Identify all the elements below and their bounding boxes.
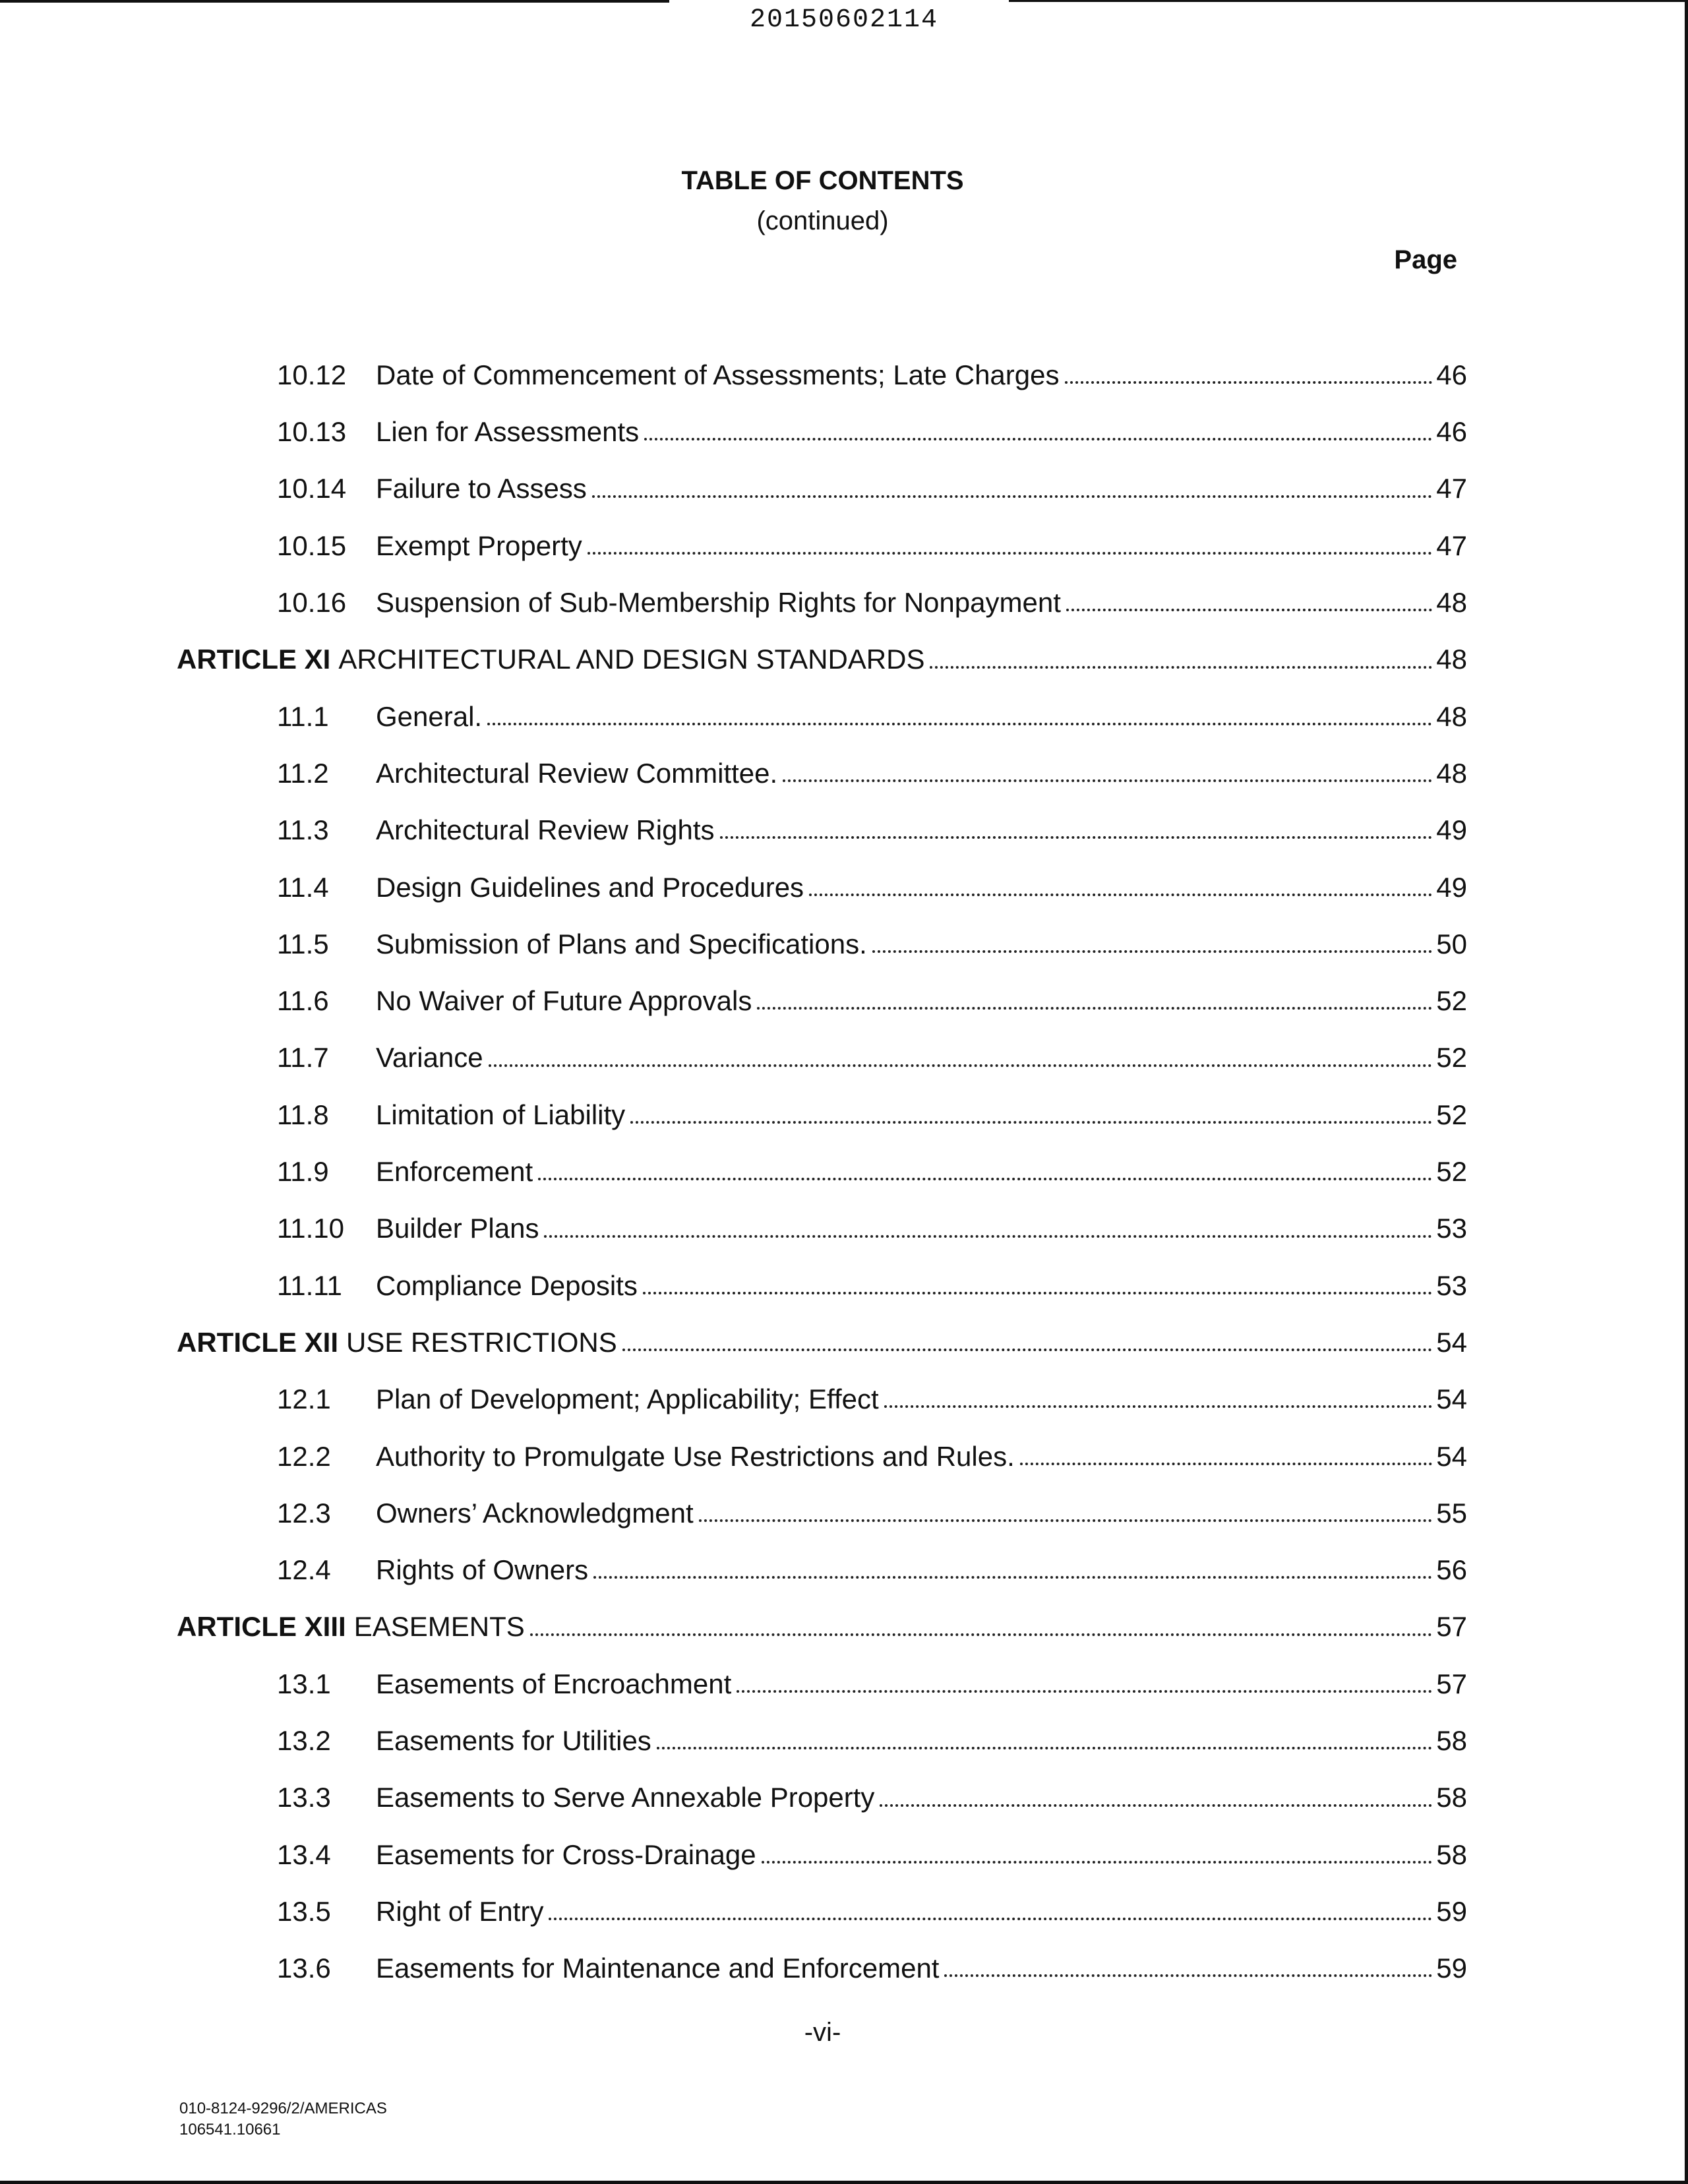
toc-article-entry	[177, 636, 1467, 675]
toc-page-number: 46	[1436, 416, 1467, 448]
toc-section-entry	[277, 522, 1467, 561]
dot-leader	[757, 1007, 1432, 1010]
toc-section-number: 11.2	[277, 757, 329, 789]
toc-section-entry	[277, 1489, 1467, 1529]
dot-leader	[762, 1861, 1433, 1864]
toc-subtitle: (continued)	[756, 206, 889, 235]
toc-entry-title: ARCHITECTURAL AND DESIGN STANDARDS	[338, 644, 925, 675]
toc-entry-title: Architectural Review Rights	[376, 814, 715, 846]
toc-page-number: 48	[1436, 757, 1467, 789]
toc-entry-title: Easements for Maintenance and Enforcement	[376, 1953, 940, 1984]
footer-page-number: -vi-	[804, 2018, 841, 2047]
toc-section-number: 13.5	[277, 1895, 331, 1927]
toc-page-number: 58	[1436, 1782, 1467, 1813]
toc-section-number: 11.9	[277, 1156, 329, 1187]
toc-page-number: 56	[1436, 1554, 1467, 1586]
toc-section-number: 11.11	[277, 1269, 342, 1301]
toc-page-number: 53	[1436, 1269, 1467, 1301]
toc-page-number: 52	[1436, 1099, 1467, 1130]
toc-section-entry	[277, 1774, 1467, 1813]
toc-section-number: 11.4	[277, 871, 329, 903]
toc-section-number: 10.13	[277, 416, 347, 448]
dot-leader	[1065, 381, 1433, 384]
toc-section-entry	[277, 1205, 1467, 1244]
toc-section-entry	[277, 1147, 1467, 1187]
toc-section-entry	[277, 1091, 1467, 1130]
toc-section-number: 12.2	[277, 1440, 331, 1472]
toc-article-entry	[177, 1603, 1467, 1643]
dot-leader	[1020, 1463, 1433, 1465]
toc-section-number: 13.4	[277, 1838, 331, 1870]
toc-page-number: 48	[1436, 700, 1467, 732]
dot-leader	[630, 1121, 1432, 1124]
toc-section-entry	[277, 465, 1467, 504]
toc-page-number: 48	[1436, 644, 1467, 675]
toc-entry-title: Easements for Cross-Drainage	[376, 1838, 756, 1870]
toc-entry-title: Architectural Review Committee.	[376, 757, 778, 789]
toc-section-entry	[277, 1432, 1467, 1472]
toc-page-number: 49	[1436, 871, 1467, 903]
toc-page-number: 58	[1436, 1838, 1467, 1870]
toc-page-number: 59	[1436, 1895, 1467, 1927]
toc-section-number: 11.3	[277, 814, 329, 846]
toc-section-number: 11.7	[277, 1042, 329, 1074]
toc-entry-title: Right of Entry	[376, 1895, 544, 1927]
toc-entry-title: EASEMENTS	[353, 1611, 525, 1643]
toc-entry-title: Easements to Serve Annexable Property	[376, 1782, 875, 1813]
dot-leader	[549, 1918, 1432, 1920]
toc-section-number: 11.6	[277, 985, 329, 1017]
toc-section-number: 13.3	[277, 1782, 331, 1813]
toc-article-label: ARTICLE XIII	[177, 1611, 346, 1643]
toc-entry-title: USE RESTRICTIONS	[346, 1326, 617, 1358]
dot-leader	[872, 950, 1433, 953]
dot-leader	[538, 1178, 1432, 1180]
toc-section-number: 10.15	[277, 530, 347, 561]
toc-section-number: 11.10	[277, 1213, 344, 1244]
toc-entry-title: Compliance Deposits	[376, 1269, 638, 1301]
toc-entry-title: Exempt Property	[376, 530, 582, 561]
toc-entry-title: Lien for Assessments	[376, 416, 640, 448]
toc-page-number: 46	[1436, 359, 1467, 390]
toc-page-number: 54	[1436, 1440, 1467, 1472]
toc-section-number: 13.1	[277, 1668, 331, 1699]
toc-section-number: 12.3	[277, 1497, 331, 1529]
dot-leader	[544, 1235, 1432, 1238]
toc-section-entry	[277, 1716, 1467, 1756]
dot-leader	[622, 1349, 1433, 1351]
toc-section-entry	[277, 692, 1467, 732]
toc-page-number: 59	[1436, 1953, 1467, 1984]
dot-leader	[783, 779, 1432, 782]
toc-section-entry	[277, 1034, 1467, 1074]
toc-page-number: 58	[1436, 1725, 1467, 1756]
dot-leader	[592, 495, 1432, 498]
toc-entry-title: Variance	[376, 1042, 483, 1074]
toc-section-entry	[277, 920, 1467, 959]
dot-leader	[1066, 609, 1432, 611]
toc-entry-title: Easements of Encroachment	[376, 1668, 732, 1699]
toc-section-number: 11.8	[277, 1099, 329, 1130]
bottom-border	[0, 2181, 1688, 2184]
toc-entry-title: Date of Commencement of Assessments; Late Charges	[376, 359, 1060, 390]
toc-section-entry	[277, 351, 1467, 390]
toc-article-label: ARTICLE XI	[177, 644, 331, 675]
toc-entry-title: Submission of Plans and Specifications.	[376, 928, 867, 959]
toc-section-number: 11.5	[277, 928, 329, 959]
toc-section-entry	[277, 977, 1467, 1016]
toc-entry-title: Owners’ Acknowledgment	[376, 1497, 694, 1529]
dot-leader	[809, 894, 1432, 896]
toc-section-number: 10.16	[277, 587, 347, 618]
toc-entry-title: Rights of Owners	[376, 1554, 589, 1586]
toc-page-number: 53	[1436, 1213, 1467, 1244]
top-border-right	[1009, 0, 1688, 2]
dot-leader	[657, 1747, 1432, 1749]
toc-entry-title: Builder Plans	[376, 1213, 539, 1244]
toc-entry-title: Easements for Utilities	[376, 1725, 651, 1756]
toc-page-number: 52	[1436, 1156, 1467, 1187]
toc-section-entry	[277, 1831, 1467, 1870]
top-border-left	[0, 0, 669, 3]
toc-entry-title: General.	[376, 700, 483, 732]
toc-section-entry	[277, 578, 1467, 618]
dot-leader	[530, 1633, 1433, 1636]
dot-leader	[643, 1292, 1432, 1294]
toc-article-label: ARTICLE XII	[177, 1326, 339, 1358]
dot-leader	[489, 1064, 1433, 1067]
toc-entry-title: Authority to Promulgate Use Restrictions and Rules.	[376, 1440, 1015, 1472]
toc-section-number: 12.1	[277, 1383, 331, 1415]
dot-leader	[884, 1405, 1433, 1408]
toc-title: TABLE OF CONTENTS	[681, 166, 964, 195]
toc-page-number: 54	[1436, 1383, 1467, 1415]
toc-page-number: 52	[1436, 985, 1467, 1017]
toc-page-number: 54	[1436, 1326, 1467, 1358]
dot-leader	[944, 1974, 1432, 1977]
toc-entry-title: Enforcement	[376, 1156, 533, 1187]
toc-section-entry	[277, 1660, 1467, 1699]
dot-leader	[487, 723, 1432, 725]
toc-section-number: 10.14	[277, 473, 347, 504]
dot-leader	[644, 438, 1432, 440]
toc-section-entry	[277, 806, 1467, 845]
toc-page-number: 57	[1436, 1668, 1467, 1699]
toc-section-number: 13.2	[277, 1725, 331, 1756]
toc-section-number: 10.12	[277, 359, 347, 390]
toc-article-entry	[177, 1318, 1467, 1358]
toc-page-number: 49	[1436, 814, 1467, 846]
toc-section-entry	[277, 1375, 1467, 1414]
toc-section-entry	[277, 408, 1467, 447]
toc-section-entry	[277, 1261, 1467, 1301]
toc-section-entry	[277, 749, 1467, 789]
toc-page-number: 57	[1436, 1611, 1467, 1643]
footer-doc-ref-1: 010-8124-9296/2/AMERICAS	[179, 2100, 387, 2117]
dot-leader	[699, 1519, 1433, 1522]
toc-page-number: 47	[1436, 530, 1467, 561]
toc-section-number: 13.6	[277, 1953, 331, 1984]
toc-section-entry	[277, 1546, 1467, 1585]
footer-doc-ref-2: 106541.10661	[179, 2121, 281, 2138]
toc-entry-title: No Waiver of Future Approvals	[376, 985, 752, 1017]
dot-leader	[737, 1690, 1432, 1693]
toc-page-number: 48	[1436, 587, 1467, 618]
toc-section-number: 12.4	[277, 1554, 331, 1586]
dot-leader	[588, 552, 1432, 555]
toc-entry-title: Limitation of Liability	[376, 1099, 626, 1130]
toc-section-entry	[277, 863, 1467, 903]
toc-entry-title: Failure to Assess	[376, 473, 587, 504]
toc-page-number: 50	[1436, 928, 1467, 959]
dot-leader	[720, 836, 1433, 839]
toc-page-number: 52	[1436, 1042, 1467, 1074]
dot-leader	[593, 1576, 1432, 1579]
page-column-header: Page	[1394, 245, 1457, 274]
toc-section-number: 11.1	[277, 700, 329, 732]
dot-leader	[930, 666, 1432, 669]
toc-entry-title: Design Guidelines and Procedures	[376, 871, 804, 903]
toc-entry-title: Suspension of Sub-Membership Rights for Nonpayment	[376, 587, 1061, 618]
toc-page-number: 47	[1436, 473, 1467, 504]
toc-entry-title: Plan of Development; Applicability; Effect	[376, 1383, 879, 1415]
toc-page-number: 55	[1436, 1497, 1467, 1529]
right-border	[1685, 0, 1688, 2184]
toc-section-entry	[277, 1887, 1467, 1927]
document-number: 20150602114	[749, 5, 939, 35]
dot-leader	[880, 1804, 1432, 1807]
toc-section-entry	[277, 1944, 1467, 1984]
